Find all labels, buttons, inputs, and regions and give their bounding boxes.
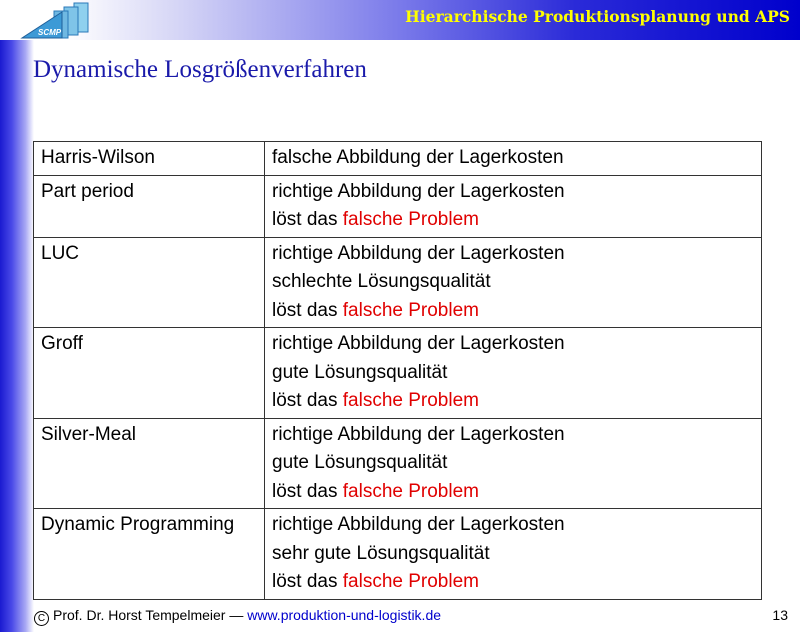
description-line bbox=[272, 297, 754, 326]
description-text: richtige Abbildung der Lagerkosten bbox=[272, 180, 565, 202]
description-line bbox=[272, 359, 754, 388]
method-description bbox=[265, 328, 762, 419]
description-text: sehr gute Lösungsqualität bbox=[272, 542, 490, 564]
scmp-logo bbox=[14, 2, 96, 40]
description-text: schlechte Lösungsqualität bbox=[272, 271, 491, 292]
description-line bbox=[272, 178, 754, 207]
copyright-icon: C bbox=[34, 611, 49, 626]
description-text: gute Lösungsqualität bbox=[272, 361, 448, 383]
method-name: Silver-Meal bbox=[34, 418, 265, 509]
highlight-text: falsche Problem bbox=[342, 390, 479, 411]
table-row bbox=[34, 175, 762, 237]
description-text: falsche Abbildung der Lagerkosten bbox=[272, 147, 564, 168]
description-text: richtige Abbildung der Lagerkosten bbox=[272, 242, 565, 264]
description-line bbox=[272, 511, 754, 540]
description-text: gute Lösungsqualität bbox=[272, 452, 448, 473]
header-title: Hierarchische Produktionsplanung und APS bbox=[405, 7, 790, 26]
description-line bbox=[272, 240, 754, 269]
method-name: Part period bbox=[34, 175, 265, 237]
description-line bbox=[272, 330, 754, 359]
description-line bbox=[272, 268, 754, 297]
description-text: richtige Abbildung der Lagerkosten bbox=[272, 423, 565, 445]
description-line bbox=[272, 206, 754, 235]
description-text: löst das bbox=[272, 571, 343, 592]
table-row bbox=[34, 418, 762, 509]
description-line bbox=[272, 540, 754, 569]
description-line bbox=[272, 421, 754, 450]
method-name: LUC bbox=[34, 237, 265, 328]
highlight-text: falsche Problem bbox=[342, 299, 479, 321]
method-name: Harris-Wilson bbox=[34, 142, 265, 176]
page-title: Dynamische Losgrößenverfahren bbox=[33, 56, 367, 83]
description-text: löst das bbox=[272, 390, 343, 411]
description-text: richtige Abbildung der Lagerkosten bbox=[272, 514, 565, 535]
method-description bbox=[265, 237, 762, 328]
description-line bbox=[272, 478, 754, 507]
left-gradient-bar bbox=[0, 0, 34, 632]
description-line bbox=[272, 387, 754, 416]
table-row bbox=[34, 328, 762, 419]
logo-text: SCMP bbox=[38, 28, 62, 37]
method-description bbox=[265, 509, 762, 600]
footer bbox=[34, 607, 441, 626]
page-number: 13 bbox=[772, 607, 788, 623]
methods-table bbox=[33, 141, 762, 600]
footer-author: Prof. Dr. Horst Tempelmeier — bbox=[53, 607, 248, 623]
description-line bbox=[272, 568, 754, 597]
highlight-text: falsche Problem bbox=[342, 209, 479, 230]
description-text: löst das bbox=[272, 480, 343, 502]
description-line bbox=[272, 144, 754, 173]
table-row bbox=[34, 509, 762, 600]
table-row bbox=[34, 237, 762, 328]
description-line bbox=[272, 449, 754, 478]
table-row bbox=[34, 142, 762, 176]
highlight-text: falsche Problem bbox=[342, 571, 479, 592]
highlight-text: falsche Problem bbox=[342, 480, 479, 502]
method-description bbox=[265, 142, 762, 176]
description-text: richtige Abbildung der Lagerkosten bbox=[272, 333, 565, 354]
method-description bbox=[265, 418, 762, 509]
description-text: löst das bbox=[272, 209, 343, 230]
footer-url-link[interactable]: www.produktion-und-logistik.de bbox=[247, 607, 442, 623]
method-name: Groff bbox=[34, 328, 265, 419]
description-text: löst das bbox=[272, 299, 343, 321]
method-name: Dynamic Programming bbox=[34, 509, 265, 600]
method-description bbox=[265, 175, 762, 237]
